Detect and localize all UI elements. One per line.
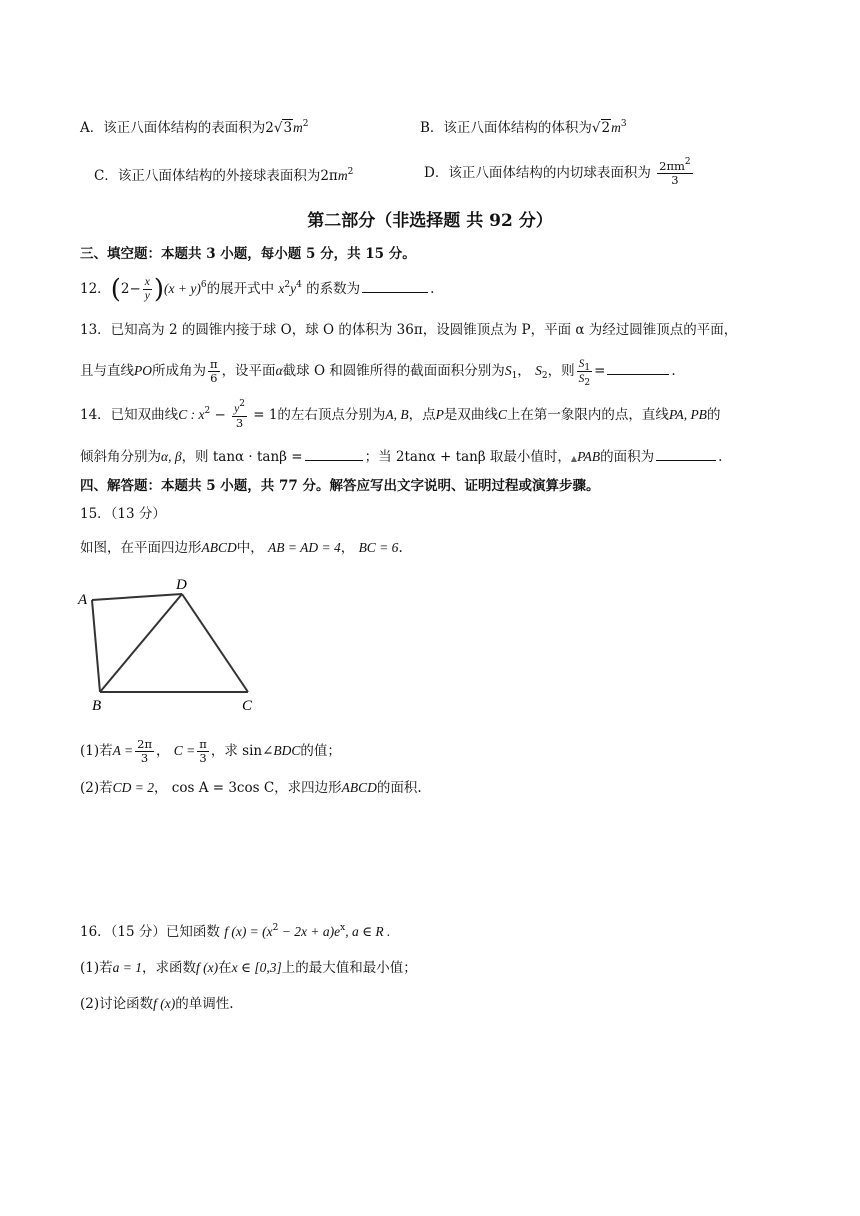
question-16-stem: 16．（15 分）已知函数 f $(x) = (x^2 - 2x + a)e^x$, a ∈ R . <box>80 923 391 940</box>
sqrt-symbol: √ <box>273 120 283 136</box>
question-15-heading: 15．（13 分） <box>80 506 166 522</box>
label-b: B <box>92 698 102 714</box>
question-14-line1: 14．已知双曲线C : $x^2$ − $\frac{y^2}{3}$ = 1的左右顶点分别为A, B，点P是双曲线C上在第一象限内的点，直线PA, PB的 <box>80 398 721 430</box>
option-a: A．该正八面体结构的表面积为$2√3m^2$ <box>80 119 309 136</box>
label-d: D <box>176 577 187 593</box>
question-16-part1: (1)若a = 1，求函数f (x)在x ∈ [0,3]上的最大值和最小值； <box>80 960 417 976</box>
fraction: $\frac{2\pi m^2}{3}$ <box>659 157 691 187</box>
option-d: D．该正八面体结构的内切球表面积为 $\frac{2\pi m^2}{3}$ <box>424 157 691 187</box>
question-13-line1: 13．已知高为 2 的圆锥内接于球 O，球 O 的体积为 36π，设圆锥顶点为 P，平面 α 为经过圆锥顶点的平面， <box>80 322 738 338</box>
question-15-part2: (2)若CD = 2， cos A = 3cos C，求四边形ABCD的面积. <box>80 780 422 796</box>
question-12: 12．(2− $\frac{x}{y}$ )$(x + y)^6$的展开式中 $x^2y^4$ 的系数为 . <box>80 274 435 305</box>
section4-heading: 四、解答题：本题共 5 小题，共 77 分。解答应写出文字说明、证明过程或演算步骤。 <box>80 478 600 494</box>
question-13-line2: 且与直线PO所成角为 $\frac{\pi}{6}$ ，设平面α截球 O 和圆锥所得的截面面积分别为$S_1$， $S_2$，则 $\frac{S_1}{S_2}$ = . <box>80 357 676 388</box>
question-16-part2: (2)讨论函数f (x)的单调性. <box>80 996 234 1012</box>
label-a: A <box>78 592 88 608</box>
question-15-stem: 如图，在平面四边形ABCD中， AB = AD = 4， BC = 6. <box>80 540 403 556</box>
option-c: C．该正八面体结构的外接球表面积为$2\pi m^2$ <box>94 167 354 184</box>
part2-title: 第二部分（非选择题 共 92 分） <box>307 211 553 231</box>
question-14-line2: 倾斜角分别为α, β，则 tanα · tanβ = ；当 2tanα + tanβ 取最小值时，▲PAB的面积为 . <box>80 446 722 469</box>
quadrilateral-figure <box>72 572 272 722</box>
option-b: B．该正八面体结构的体积为$√2m^3$ <box>420 119 627 136</box>
label-c: C <box>242 698 253 714</box>
question-15-part1: (1)若A = $\frac{2\pi}{3}$ ， C = $\frac{\pi}{3}$ ，求 sin∠BDC的值； <box>80 737 341 765</box>
section3-heading: 三、填空题：本题共 3 小题，每小题 5 分，共 15 分。 <box>80 246 416 262</box>
